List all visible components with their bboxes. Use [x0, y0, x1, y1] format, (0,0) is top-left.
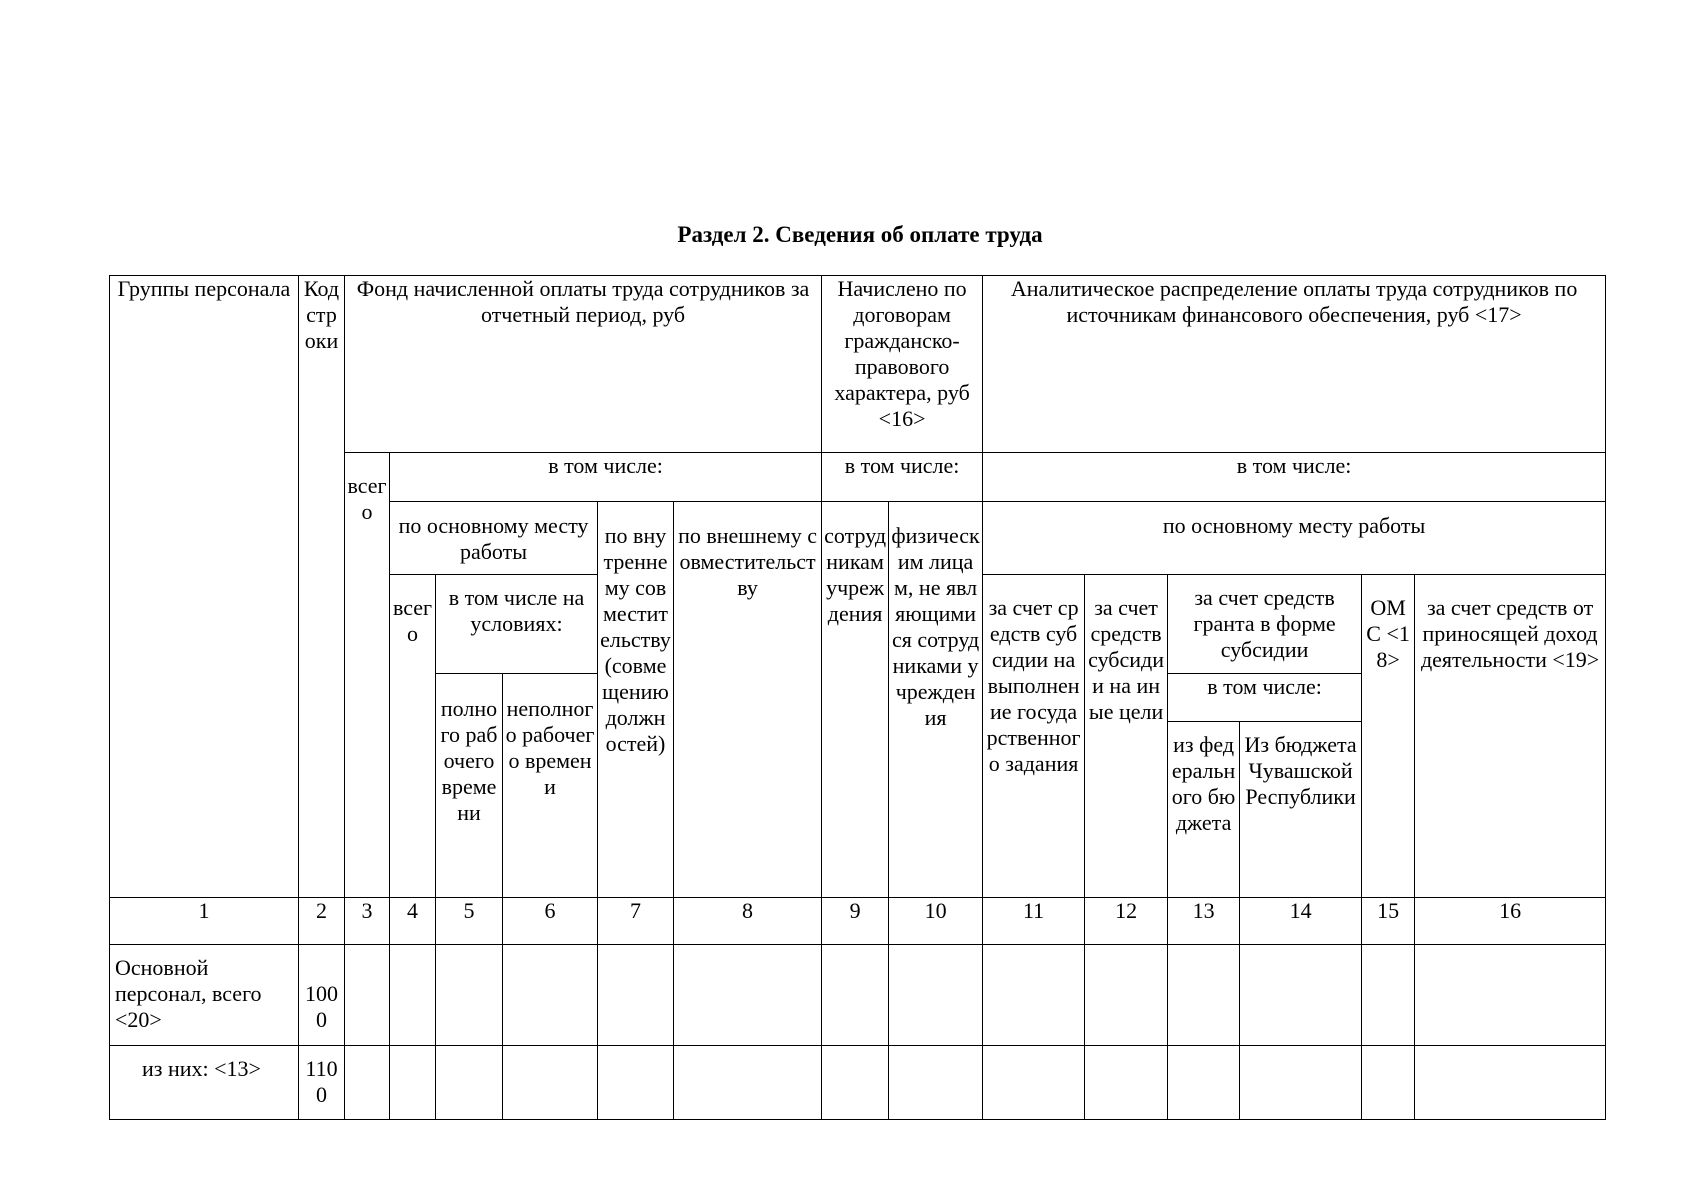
header-subsidy-other: за счет средств субсидии на иные цели	[1085, 575, 1168, 898]
data-cell[interactable]	[1085, 1046, 1168, 1120]
data-cell[interactable]	[503, 945, 598, 1046]
header-groups: Группы персонала	[110, 276, 299, 898]
data-cell[interactable]	[1240, 1046, 1362, 1120]
header-including-conditions: в том числе на условиях:	[436, 575, 598, 674]
col-number: 16	[1415, 898, 1606, 945]
data-cell[interactable]	[1168, 945, 1240, 1046]
header-main-place: по основному месту работы	[390, 502, 598, 575]
header-grant-including: в том числе:	[1168, 674, 1362, 722]
data-cell[interactable]	[1415, 1046, 1606, 1120]
data-cell[interactable]	[598, 1046, 674, 1120]
data-cell[interactable]	[345, 945, 390, 1046]
header-oms: ОМС <18>	[1362, 575, 1415, 898]
column-numbers-row	[110, 898, 1606, 945]
header-grant: за счет средств гранта в форме субсидии	[1168, 575, 1362, 674]
header-federal: из федерального бюджета	[1168, 722, 1240, 898]
data-cell[interactable]	[889, 1046, 983, 1120]
header-staff: сотрудникам учреждения	[822, 502, 889, 898]
data-cell[interactable]	[436, 945, 503, 1046]
section-title: Раздел 2. Сведения об оплате труда	[677, 222, 1043, 247]
data-cell[interactable]	[436, 1046, 503, 1120]
col-number: 3	[345, 898, 390, 945]
col-number: 1	[110, 898, 299, 945]
col-number: 14	[1240, 898, 1362, 945]
header-code: Код строки	[299, 276, 345, 898]
data-cell[interactable]	[1415, 945, 1606, 1046]
header-subsidy-task: за счет средств субсидии на выполнение государственного задания	[983, 575, 1085, 898]
col-number: 4	[390, 898, 436, 945]
col-number: 6	[503, 898, 598, 945]
data-cell[interactable]	[345, 1046, 390, 1120]
table-row	[110, 945, 1606, 1046]
table-row	[110, 1046, 1606, 1120]
header-analytic-including: в том числе:	[983, 453, 1606, 502]
data-cell[interactable]	[1362, 1046, 1415, 1120]
data-cell[interactable]	[889, 945, 983, 1046]
data-cell[interactable]	[598, 945, 674, 1046]
header-main-total: всего	[390, 575, 436, 898]
header-analytic: Аналитическое распределение оплаты труда сотрудников по источникам финансового обеспечения, руб <17>	[983, 276, 1606, 453]
header-fund: Фонд начисленной оплаты труда сотрудников за отчетный период, руб	[345, 276, 822, 453]
col-number: 12	[1085, 898, 1168, 945]
data-cell[interactable]	[1362, 945, 1415, 1046]
header-fund-including: в том числе:	[390, 453, 822, 502]
header-individuals: физическим лицам, не являющимися сотрудниками учреждения	[889, 502, 983, 898]
data-cell[interactable]	[1168, 1046, 1240, 1120]
row-code: 1000	[299, 945, 345, 1046]
col-number: 10	[889, 898, 983, 945]
data-cell[interactable]	[503, 1046, 598, 1120]
data-cell[interactable]	[674, 945, 822, 1046]
header-income: за счет средств от приносящей доход деятельности <19>	[1415, 575, 1606, 898]
data-cell[interactable]	[1240, 945, 1362, 1046]
col-number: 5	[436, 898, 503, 945]
col-number: 8	[674, 898, 822, 945]
data-cell[interactable]	[822, 1046, 889, 1120]
data-cell[interactable]	[390, 945, 436, 1046]
col-number: 9	[822, 898, 889, 945]
payroll-table	[109, 275, 1606, 1120]
data-cell[interactable]	[1085, 945, 1168, 1046]
header-civil-including: в том числе:	[822, 453, 983, 502]
col-number: 13	[1168, 898, 1240, 945]
header-civil: Начислено по договорам гражданско-правового характера, руб <16>	[822, 276, 983, 453]
data-cell[interactable]	[983, 1046, 1085, 1120]
data-cell[interactable]	[983, 945, 1085, 1046]
header-main-place-analytic: по основному месту работы	[983, 502, 1606, 575]
data-cell[interactable]	[674, 1046, 822, 1120]
header-external: по внешнему совместительству	[674, 502, 822, 898]
header-full-time: полного рабочего времени	[436, 674, 503, 898]
col-number: 15	[1362, 898, 1415, 945]
col-number: 2	[299, 898, 345, 945]
col-number: 7	[598, 898, 674, 945]
row-label: Основной персонал, всего <20>	[110, 945, 299, 1046]
row-label: из них: <13>	[110, 1046, 299, 1120]
data-cell[interactable]	[822, 945, 889, 1046]
data-cell[interactable]	[390, 1046, 436, 1120]
header-internal: по внутреннему совместительству (совмещению должностей)	[598, 502, 674, 898]
header-chuvash: Из бюджета Чувашской Республики	[1240, 722, 1362, 898]
header-part-time: неполного рабочего времени	[503, 674, 598, 898]
col-number: 11	[983, 898, 1085, 945]
header-fund-total: всего	[345, 453, 390, 898]
row-code: 1100	[299, 1046, 345, 1120]
